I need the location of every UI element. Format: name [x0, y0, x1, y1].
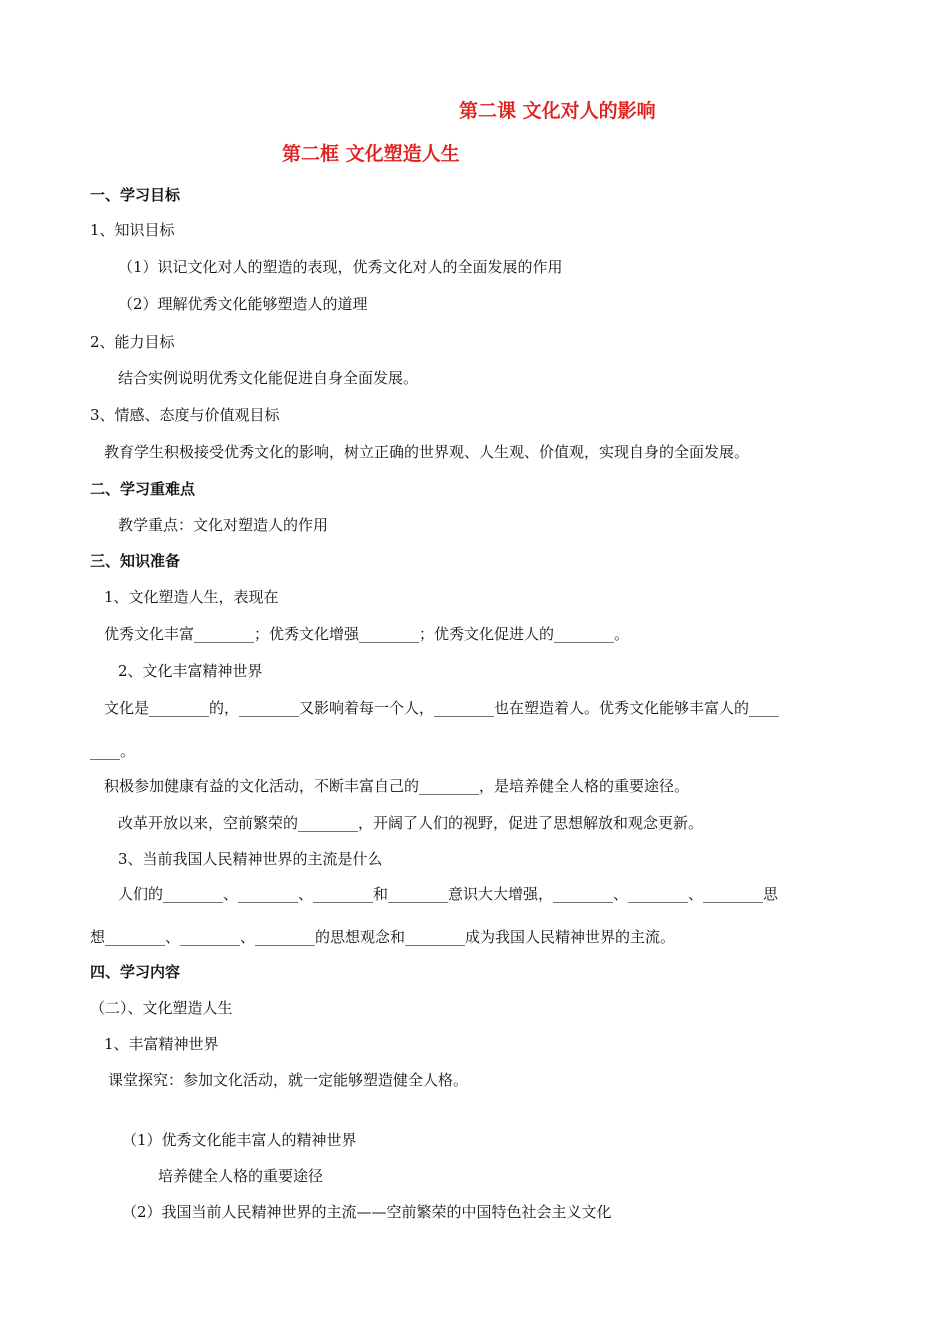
section-title: 第二框 文化塑造人生: [282, 143, 460, 165]
heading-key-points: 二、学习重难点: [90, 480, 196, 498]
content-inquiry: 课堂探究：参加文化活动，就一定能够塑造健全人格。: [108, 1071, 469, 1089]
heading-learning-content: 四、学习内容: [90, 963, 181, 981]
goal-knowledge-item-1: （1）识记文化对人的塑造的表现，优秀文化对人的全面发展的作用: [118, 258, 563, 276]
goal-values: 3、情感、态度与价值观目标: [90, 406, 280, 424]
prep-item-2-blanks-b: ____。: [90, 742, 136, 760]
prep-item-2-blanks-d: 改革开放以来，空前繁荣的________，开阔了人们的视野，促进了思想解放和观念更新。: [118, 814, 704, 832]
prep-item-1-blanks: 优秀文化丰富________；优秀文化增强________；优秀文化促进人的________。: [104, 625, 630, 643]
prep-item-1: 1、文化塑造人生，表现在: [104, 588, 279, 606]
content-section: （二）、文化塑造人生: [90, 999, 233, 1017]
content-point-1: （1）优秀文化能丰富人的精神世界: [122, 1131, 357, 1149]
goal-ability: 2、能力目标: [90, 333, 175, 351]
heading-knowledge-prep: 三、知识准备: [90, 552, 181, 570]
key-point-item: 教学重点：文化对塑造人的作用: [118, 516, 329, 534]
goal-knowledge-item-2: （2）理解优秀文化能够塑造人的道理: [118, 295, 368, 313]
lesson-title: 第二课 文化对人的影响: [459, 100, 656, 122]
content-subsection: 1、丰富精神世界: [104, 1035, 219, 1053]
prep-item-2-blanks-a: 文化是________的，________又影响着每一个人，________也在塑造着人。优秀文化能够丰富人的____: [104, 699, 780, 717]
prep-item-3-blanks-b: 想________、________、________的思想观念和________成为我国人民精神世界的主流。: [90, 928, 676, 946]
goal-knowledge: 1、知识目标: [90, 221, 175, 239]
goal-ability-item: 结合实例说明优秀文化能促进自身全面发展。: [118, 369, 419, 387]
goal-values-item: 教育学生积极接受优秀文化的影响，树立正确的世界观、人生观、价值观，实现自身的全面发展。: [104, 443, 750, 461]
prep-item-2: 2、文化丰富精神世界: [118, 662, 263, 680]
prep-item-3-blanks-a: 人们的________、________、________和________意识大大增强，________、________、________思: [118, 885, 779, 903]
heading-learning-goals: 一、学习目标: [90, 186, 181, 204]
content-point-2: （2）我国当前人民精神世界的主流——空前繁荣的中国特色社会主义文化: [122, 1203, 612, 1221]
prep-item-2-blanks-c: 积极参加健康有益的文化活动，不断丰富自己的________，是培养健全人格的重要途径。: [104, 777, 690, 795]
prep-item-3: 3、当前我国人民精神世界的主流是什么: [118, 850, 383, 868]
content-point-1-detail: 培养健全人格的重要途径: [158, 1167, 324, 1185]
